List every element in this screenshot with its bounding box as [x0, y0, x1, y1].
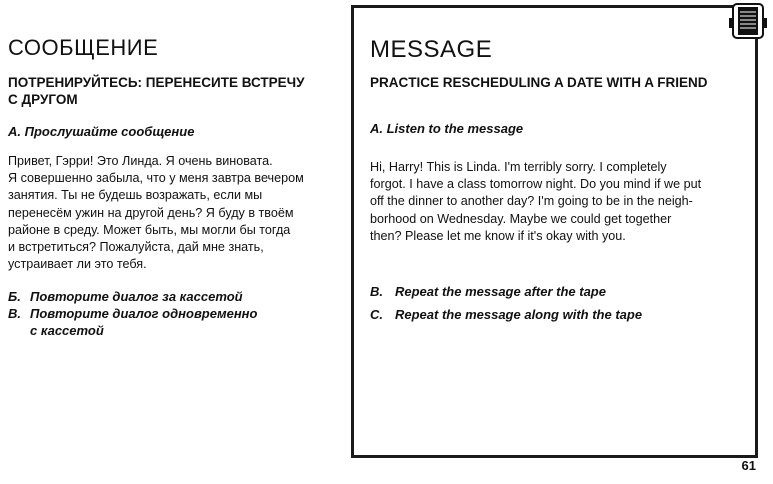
ru-item-text: Повторите диалог за кассетой	[30, 289, 243, 304]
en-section-a: A. Listen to the message	[370, 121, 524, 136]
ru-title: СООБЩЕНИЕ	[8, 35, 159, 60]
en-title: MESSAGE	[370, 36, 493, 63]
ru-item-letter: Б.	[8, 289, 21, 304]
en-item-text: Repeat the message after the tape	[395, 284, 606, 299]
ru-items	[8, 288, 348, 339]
en-item-letter: B.	[370, 284, 383, 299]
list-item	[370, 280, 750, 303]
ru-section-a: A. Прослушайте сообщение	[8, 124, 195, 139]
page-number: 61	[741, 458, 756, 473]
en-item-text: Repeat the message along with the tape	[395, 307, 643, 322]
ru-item-letter: В.	[8, 306, 21, 321]
ru-message: Привет, Гэрри! Это Линда. Я очень виновата. Я совершенно забыла, что у меня завтра вечером занятия. Ты не будешь возражать, если мы перенесём ужин на другой день? Я буду в твоём районе в среду. Может быть, мы могли бы тогда и встретиться? Пожалуйста, дай мне знать, устраивает ли это тебя.	[8, 154, 304, 272]
russian-panel	[0, 0, 350, 484]
en-message: Hi, Harry! This is Linda. I'm terribly sorry. I completely forgot. I have a class tomorrow night. Do you mind if we put off the dinner to another day? I'm going to be in the neigh- borhood on Wednesday. Maybe we could get together then? Please let me know if it's okay with you.	[370, 160, 702, 243]
book-tab-icon	[729, 2, 767, 40]
en-subtitle: PRACTICE RESCHEDULING A DATE WITH A FRIEND	[370, 75, 708, 90]
ru-subtitle: ПОТРЕНИРУЙТЕСЬ: ПЕРЕНЕСИТЕ ВСТРЕЧУ С ДРУГОМ	[8, 75, 305, 107]
en-items	[370, 280, 750, 326]
en-item-letter: C.	[370, 307, 383, 322]
list-item	[8, 288, 348, 305]
list-item	[8, 305, 348, 339]
list-item	[370, 303, 750, 326]
ru-item-text: Повторите диалог одновременно с кассетой	[30, 306, 258, 338]
